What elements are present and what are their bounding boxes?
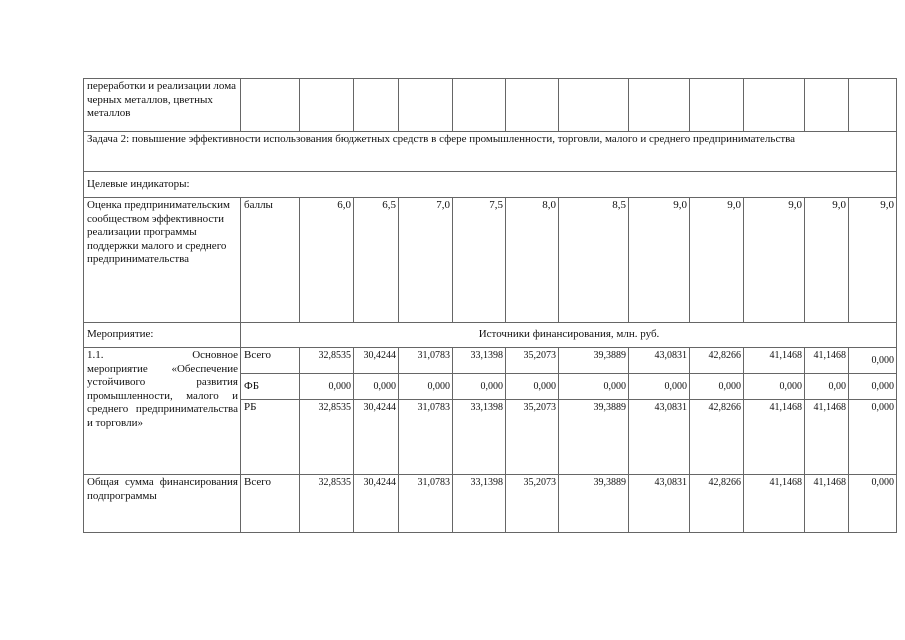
finance-value: 0,000: [690, 374, 744, 400]
indicator-row: [84, 198, 897, 323]
finance-value: 0,000: [300, 374, 354, 400]
source-label: Всего: [241, 475, 300, 533]
finance-value: 43,0831: [629, 475, 690, 533]
finance-value: 31,0783: [399, 400, 453, 475]
indicator-value: 9,0: [849, 198, 897, 323]
finance-value: 30,4244: [354, 475, 399, 533]
finance-value: 30,4244: [354, 400, 399, 475]
total-label: Общая сумма финансирования подпрограммы: [84, 475, 241, 533]
indicator-value: 9,0: [690, 198, 744, 323]
finance-value: 0,000: [453, 374, 506, 400]
finance-value: 42,8266: [690, 348, 744, 374]
finance-value: 33,1398: [453, 475, 506, 533]
event-description: мероприятие «Обеспечение устойчивого развития промышленности, малого и среднего предпринимательства и торговли»: [87, 362, 238, 429]
finance-value: 39,3889: [559, 348, 629, 374]
finance-value: 0,000: [629, 374, 690, 400]
table-row: [84, 79, 897, 132]
table-row: [84, 132, 897, 172]
source-label: Всего: [241, 348, 300, 374]
event-row-total: [84, 348, 897, 374]
finance-value: 32,8535: [300, 400, 354, 475]
finance-value: 41,1468: [805, 475, 849, 533]
indicator-value: 7,5: [453, 198, 506, 323]
finance-value: 42,8266: [690, 475, 744, 533]
indicator-value: 9,0: [805, 198, 849, 323]
table-row: [84, 172, 897, 198]
finance-value: 39,3889: [559, 400, 629, 475]
indicator-value: 9,0: [744, 198, 805, 323]
indicator-unit: баллы: [241, 198, 300, 323]
table-row: [84, 323, 897, 348]
indicator-value: 9,0: [629, 198, 690, 323]
finance-value: 0,000: [354, 374, 399, 400]
finance-value: 32,8535: [300, 475, 354, 533]
target-indicators-heading: Целевые индикаторы:: [84, 172, 897, 198]
finance-value: 33,1398: [453, 400, 506, 475]
finance-value: 33,1398: [453, 348, 506, 374]
finance-value: 43,0831: [629, 400, 690, 475]
indicator-value: 6,5: [354, 198, 399, 323]
finance-value: 0,000: [559, 374, 629, 400]
finance-value: 31,0783: [399, 475, 453, 533]
finance-value: 0,00: [805, 374, 849, 400]
finance-value: 0,000: [744, 374, 805, 400]
indicator-value: 7,0: [399, 198, 453, 323]
finance-value: 39,3889: [559, 475, 629, 533]
finance-value: 41,1468: [744, 400, 805, 475]
finance-value: 41,1468: [805, 400, 849, 475]
finance-value: 30,4244: [354, 348, 399, 374]
finance-value: 43,0831: [629, 348, 690, 374]
source-label: ФБ: [241, 374, 300, 400]
finance-value: 0,000: [399, 374, 453, 400]
indicator-value: 8,0: [506, 198, 559, 323]
event-label: [84, 348, 241, 475]
finance-value: 35,2073: [506, 475, 559, 533]
finance-value: 35,2073: [506, 348, 559, 374]
finance-value: 0,000: [849, 475, 897, 533]
event-word: Основное: [192, 349, 238, 361]
total-row: [84, 475, 897, 533]
event-number: 1.1.: [87, 349, 104, 361]
indicator-value: 6,0: [300, 198, 354, 323]
finance-value: 41,1468: [744, 348, 805, 374]
source-label: РБ: [241, 400, 300, 475]
finance-value: 31,0783: [399, 348, 453, 374]
finance-value: 41,1468: [805, 348, 849, 374]
row-label: переработки и реализации лома черных металлов, цветных металлов: [84, 79, 241, 132]
finance-value: 35,2073: [506, 400, 559, 475]
finance-value: 41,1468: [744, 475, 805, 533]
finance-value: 0,000: [849, 374, 897, 400]
finance-value: 42,8266: [690, 400, 744, 475]
financing-sources-heading: Источники финансирования, млн. руб.: [241, 323, 897, 348]
finance-value: 0,000: [849, 400, 897, 475]
finance-value: 32,8535: [300, 348, 354, 374]
finance-value: 0,000: [506, 374, 559, 400]
indicator-value: 8,5: [559, 198, 629, 323]
measure-heading: Мероприятие:: [84, 323, 241, 348]
task-2-heading: Задача 2: повышение эффективности использования бюджетных средств в сфере промышленности, торговли, малого и среднего предпринимательства: [84, 132, 897, 172]
finance-value: 0,000: [849, 348, 897, 374]
financing-table: [83, 78, 897, 533]
indicator-label: Оценка предпринимательским сообществом эффективности реализации программы поддержки малого и среднего предпринимательства: [84, 198, 241, 323]
